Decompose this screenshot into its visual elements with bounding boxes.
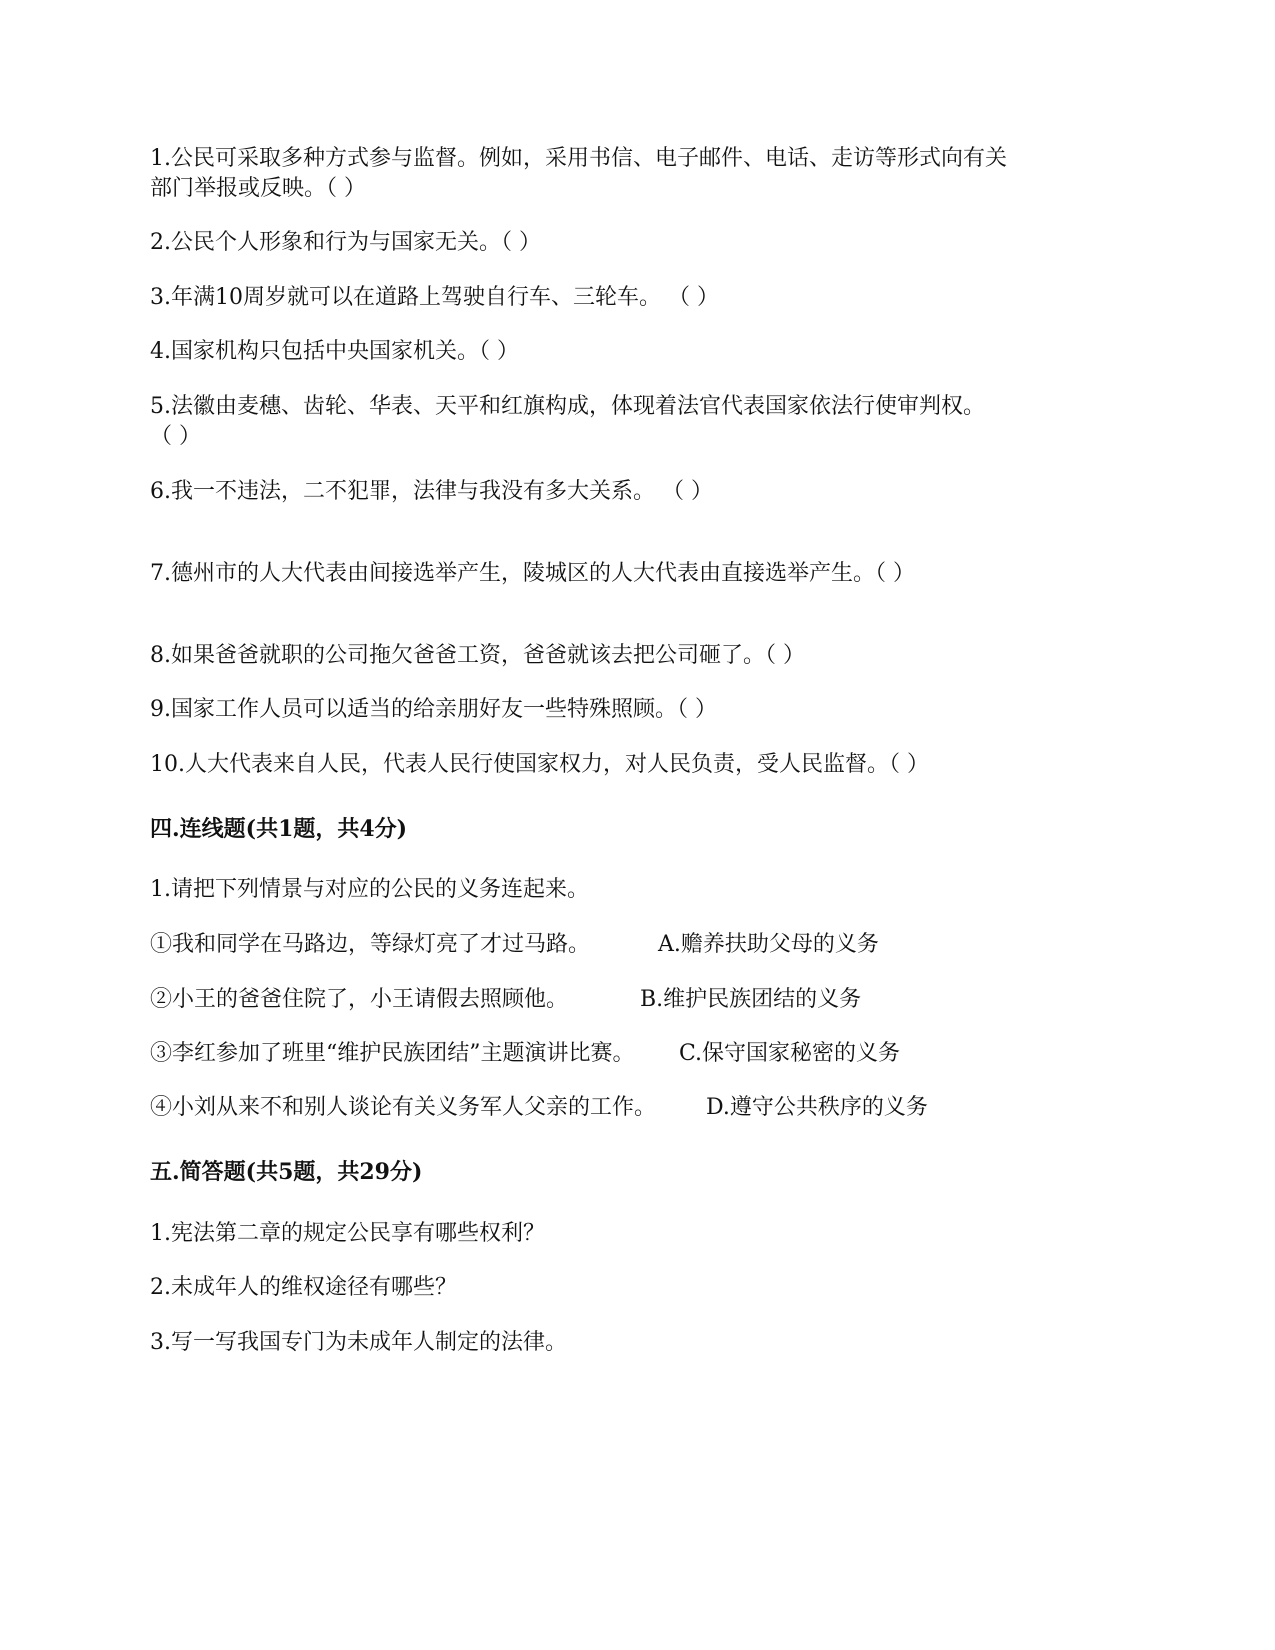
short-answer-heading: 五.简答题(共5题，共29分) xyxy=(150,1159,423,1185)
judgement-q8: 8.如果爸爸就职的公司拖欠爸爸工资，爸爸就该去把公司砸了。（ ） xyxy=(150,643,805,668)
matching-row xyxy=(150,1092,1125,1124)
short-answer-q1: 1.宪法第二章的规定公民享有哪些权利？ xyxy=(150,1221,545,1246)
matching-row-duty: A.赡养扶助父母的义务 xyxy=(658,932,879,957)
matching-heading: 四.连线题(共1题，共4分) xyxy=(150,816,408,842)
judgement-q2: 2.公民个人形象和行为与国家无关。（ ） xyxy=(150,230,541,255)
document-page xyxy=(150,0,1125,1650)
matching-question: 1.请把下列情景与对应的公民的义务连起来。 xyxy=(150,877,589,902)
judgement-q4: 4.国家机构只包括中央国家机关。（ ） xyxy=(150,339,519,364)
matching-row-scenario: ④小刘从来不和别人谈论有关义务军人父亲的工作。 xyxy=(150,1095,657,1120)
judgement-q1-line2: 部门举报或反映。（ ） xyxy=(150,176,366,201)
matching-row xyxy=(150,984,1125,1016)
judgement-q7: 7.德州市的人大代表由间接选举产生，陵城区的人大代表由直接选举产生。（ ） xyxy=(150,561,915,586)
matching-row xyxy=(150,929,1125,961)
matching-row xyxy=(150,1038,1125,1070)
matching-row-scenario: ②小王的爸爸住院了，小王请假去照顾他。 xyxy=(150,987,569,1012)
matching-row-scenario: ①我和同学在马路边，等绿灯亮了才过马路。 xyxy=(150,932,591,957)
judgement-q5-line1: 5.法徽由麦穗、齿轮、华表、天平和红旗构成，体现着法官代表国家依法行使审判权。 xyxy=(150,394,985,419)
judgement-q5-line2: （ ） xyxy=(150,424,201,449)
judgement-q10: 10.人大代表来自人民，代表人民行使国家权力，对人民负责，受人民监督。（ ） xyxy=(150,752,929,777)
judgement-q3: 3.年满10周岁就可以在道路上驾驶自行车、三轮车。 （ ） xyxy=(150,285,719,310)
matching-row-duty: B.维护民族团结的义务 xyxy=(640,987,862,1012)
matching-row-scenario: ③李红参加了班里“维护民族团结”主题演讲比赛。 xyxy=(150,1041,635,1066)
matching-row-duty: D.遵守公共秩序的义务 xyxy=(706,1095,928,1120)
judgement-q6: 6.我一不违法，二不犯罪，法律与我没有多大关系。 （ ） xyxy=(150,479,713,504)
judgement-q1-line1: 1.公民可采取多种方式参与监督。例如，采用书信、电子邮件、电话、走访等形式向有关 xyxy=(150,146,1007,171)
short-answer-q3: 3.写一写我国专门为未成年人制定的法律。 xyxy=(150,1330,567,1355)
judgement-q9: 9.国家工作人员可以适当的给亲朋好友一些特殊照顾。（ ） xyxy=(150,697,717,722)
matching-row-duty: C.保守国家秘密的义务 xyxy=(679,1041,901,1066)
short-answer-q2: 2.未成年人的维权途径有哪些？ xyxy=(150,1275,457,1300)
